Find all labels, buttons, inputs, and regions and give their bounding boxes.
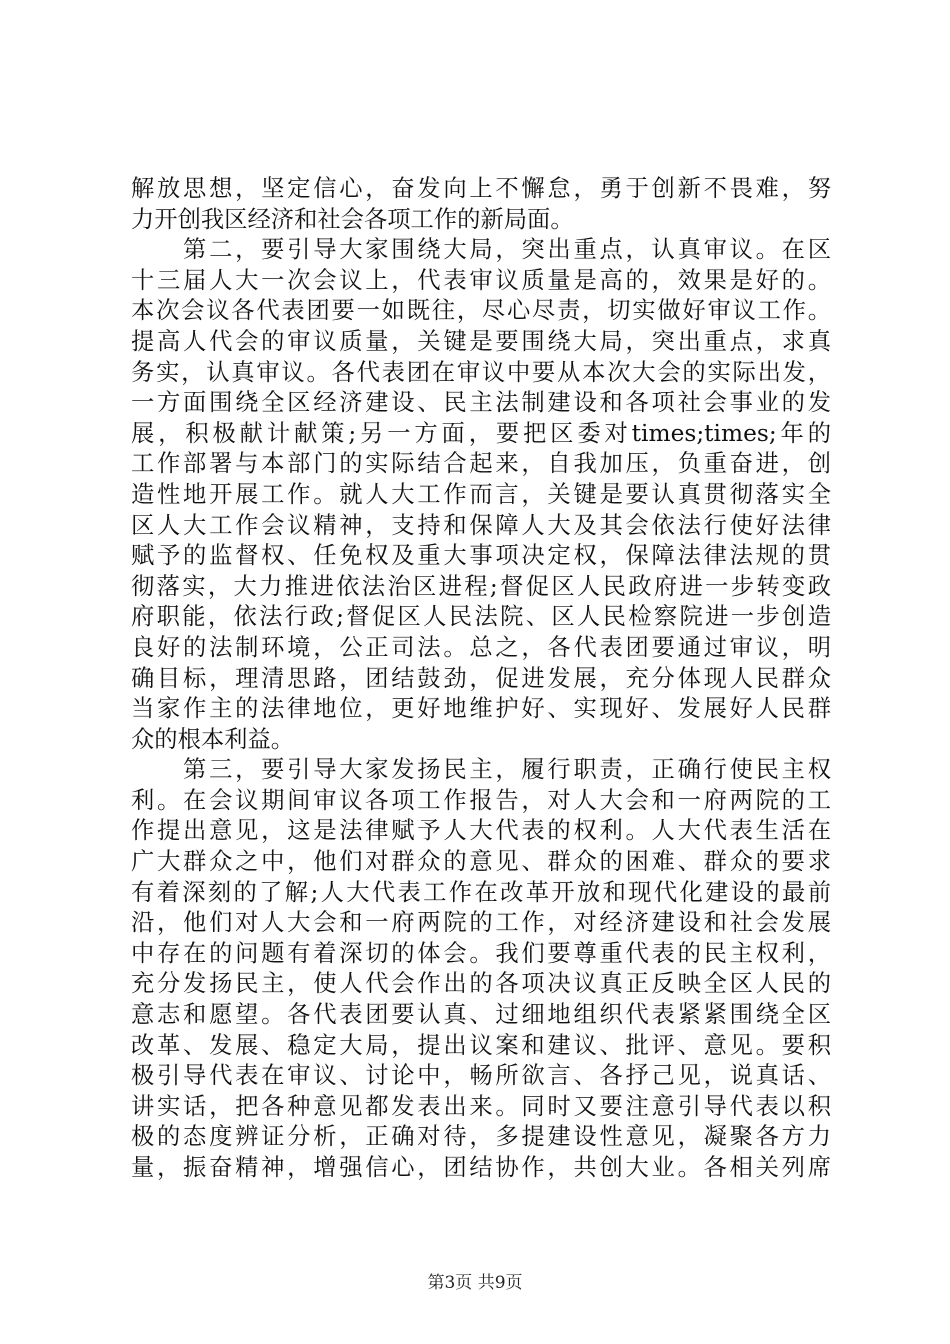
text-line: 作提出意见，这是法律赋予人大代表的权利。人大代表生活在 [131,817,831,845]
text-line: 一方面围绕全区经济建设、民主法制建设和各项社会事业的发 [131,389,831,417]
text-line: 赋予的监督权、任免权及重大事项决定权，保障法律法规的贯 [131,542,831,570]
text-line: 极引导代表在审议、讨论中，畅所欲言、各抒己见，说真话、 [131,1062,831,1090]
text-line: 本次会议各代表团要一如既往，尽心尽责，切实做好审议工作。 [131,297,831,325]
text-line: 讲实话，把各种意见都发表出来。同时又要注意引导代表以积 [131,1092,831,1120]
text-line: 意志和愿望。各代表团要认真、过细地组织代表紧紧围绕全区 [131,1001,831,1029]
text-line: 力开创我区经济和社会各项工作的新局面。 [131,205,574,233]
text-line: 务实，认真审议。各代表团在审议中要从本次大会的实际出发， [131,358,831,386]
text-line: 极的态度辨证分析，正确对待，多提建设性意见，凝聚各方力 [131,1123,831,1151]
text-line: 确目标，理清思路，团结鼓劲，促进发展，充分体现人民群众 [131,664,831,692]
text-line: 利。在会议期间审议各项工作报告，对人大会和一府两院的工 [131,786,831,814]
text-line: 第二，要引导大家围绕大局，突出重点，认真审议。在区 [131,236,831,264]
page-footer: 第3页 共9页 [427,1273,523,1293]
text-line: 有着深刻的了解;人大代表工作在改革开放和现代化建设的最前 [131,878,831,906]
text-line: 良好的法制环境，公正司法。总之，各代表团要通过审议，明 [131,633,831,661]
text-line: 充分发扬民主，使人代会作出的各项决议真正反映全区人民的 [131,970,831,998]
text-line: 沿，他们对人大会和一府两院的工作，对经济建设和社会发展 [131,909,831,937]
text-line: 彻落实，大力推进依法治区进程;督促区人民政府进一步转变政 [131,572,831,600]
text-line: 改革、发展、稳定大局，提出议案和建议、批评、意见。要积 [131,1031,831,1059]
text-line: 量，振奋精神，增强信心，团结协作，共创大业。各相关列席 [131,1154,831,1181]
text-line: 提高人代会的审议质量，关键是要围绕大局，突出重点，求真 [131,327,831,355]
text-line: 区人大工作会议精神，支持和保障人大及其会依法行使好法律 [131,511,831,539]
text-line: 当家作主的法律地位，更好地维护好、实现好、发展好人民群 [131,695,831,723]
text-line: 十三届人大一次会议上，代表审议质量是高的，效果是好的。 [131,266,831,294]
text-line: 解放思想，坚定信心，奋发向上不懈怠，勇于创新不畏难，努 [131,175,831,202]
text-line: 造性地开展工作。就人大工作而言，关键是要认真贯彻落实全 [131,480,831,508]
text-line: 广大群众之中，他们对群众的意见、群众的困难、群众的要求 [131,848,831,876]
text-line: 展，积极献计献策;另一方面，要把区委对times;times;年的 [131,419,831,447]
text-line: 工作部署与本部门的实际结合起来，自我加压，负重奋进，创 [131,450,831,478]
text-line: 中存在的问题有着深切的体会。我们要尊重代表的民主权利， [131,939,831,967]
text-line: 第三，要引导大家发扬民主，履行职责，正确行使民主权 [131,756,831,784]
body-text [131,174,831,1184]
text-line: 众的根本利益。 [131,725,295,753]
text-line: 府职能，依法行政;督促区人民法院、区人民检察院进一步创造 [131,603,831,631]
